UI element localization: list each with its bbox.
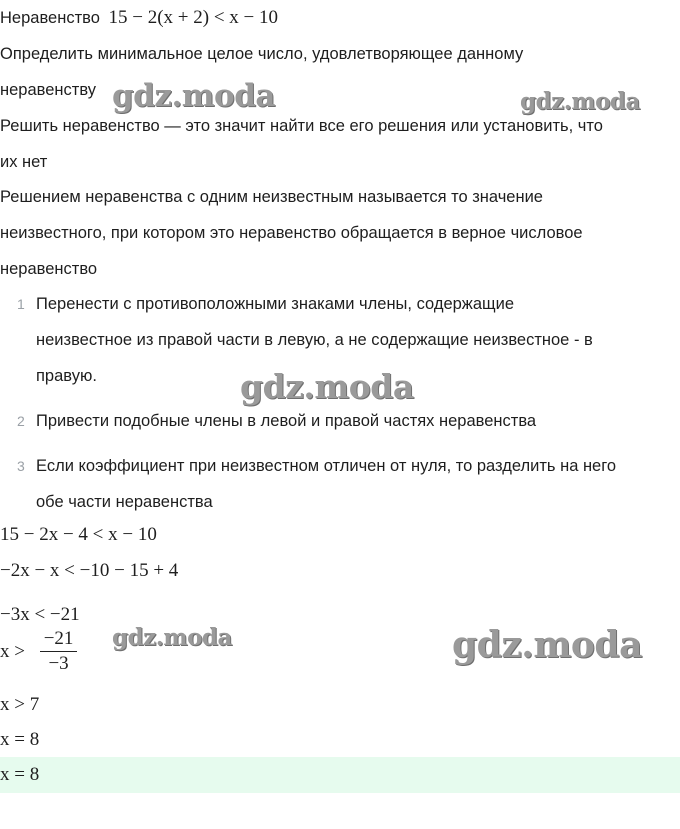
problem-line xyxy=(0,0,278,36)
answer-box xyxy=(0,757,680,793)
solution-definition-3: неравенство xyxy=(0,260,98,278)
solution-line: 15 − 2x − 4 < x − 10 xyxy=(0,524,157,545)
solution-definition-2: неизвестного, при котором это неравенство обращается в верное числовое xyxy=(0,224,583,242)
solution-line: x = 8 xyxy=(0,729,40,750)
solution-line: −2x − x < −10 − 15 + 4 xyxy=(0,560,179,581)
solve-definition-1: Решить неравенство — это значит найти все его решения или установить, что xyxy=(0,117,603,135)
watermark-logo: gdz.moda xyxy=(112,78,275,114)
step-number: 3 xyxy=(17,458,25,474)
step-text: неизвестное из правой части в левую, а не содержащие неизвестное - в xyxy=(36,331,593,349)
step-text: обе части неравенства xyxy=(36,493,213,511)
step-text: правую. xyxy=(36,367,97,385)
solution-line-fraction xyxy=(0,628,77,675)
problem-expression: 15 − 2(x + 2) < x − 10 xyxy=(108,7,278,28)
step-text: Перенести с противоположными знаками члены, содержащие xyxy=(36,295,514,313)
step-text: Привести подобные члены в левой и правой частях неравенства xyxy=(36,412,537,430)
step-number: 2 xyxy=(17,413,25,429)
watermark-logo: gdz.moda xyxy=(240,367,414,406)
step-text: Если коэффициент при неизвестном отличен от нуля, то разделить на него xyxy=(36,457,617,475)
fraction-numerator: −21 xyxy=(40,628,78,652)
step-number: 1 xyxy=(17,296,25,312)
solution-line: −3x < −21 xyxy=(0,604,80,625)
fraction xyxy=(40,628,78,675)
watermark-logo: gdz.moda xyxy=(112,624,232,651)
solution-line: x > 7 xyxy=(0,694,40,715)
solution-fraction-left: x > xyxy=(0,640,25,662)
problem-label: Неравенство xyxy=(0,9,100,27)
question-text-1: Определить минимальное целое число, удовлетворяющее данному xyxy=(0,45,524,63)
answer-text: x = 8 xyxy=(0,764,40,785)
watermark-logo: gdz.moda xyxy=(452,624,642,666)
solve-definition-2: их нет xyxy=(0,153,48,171)
solution-definition-1: Решением неравенства с одним неизвестным называется то значение xyxy=(0,188,543,206)
question-text-2: неравенству xyxy=(0,81,96,99)
watermark-logo: gdz.moda xyxy=(520,88,640,115)
fraction-denominator: −3 xyxy=(48,653,69,674)
